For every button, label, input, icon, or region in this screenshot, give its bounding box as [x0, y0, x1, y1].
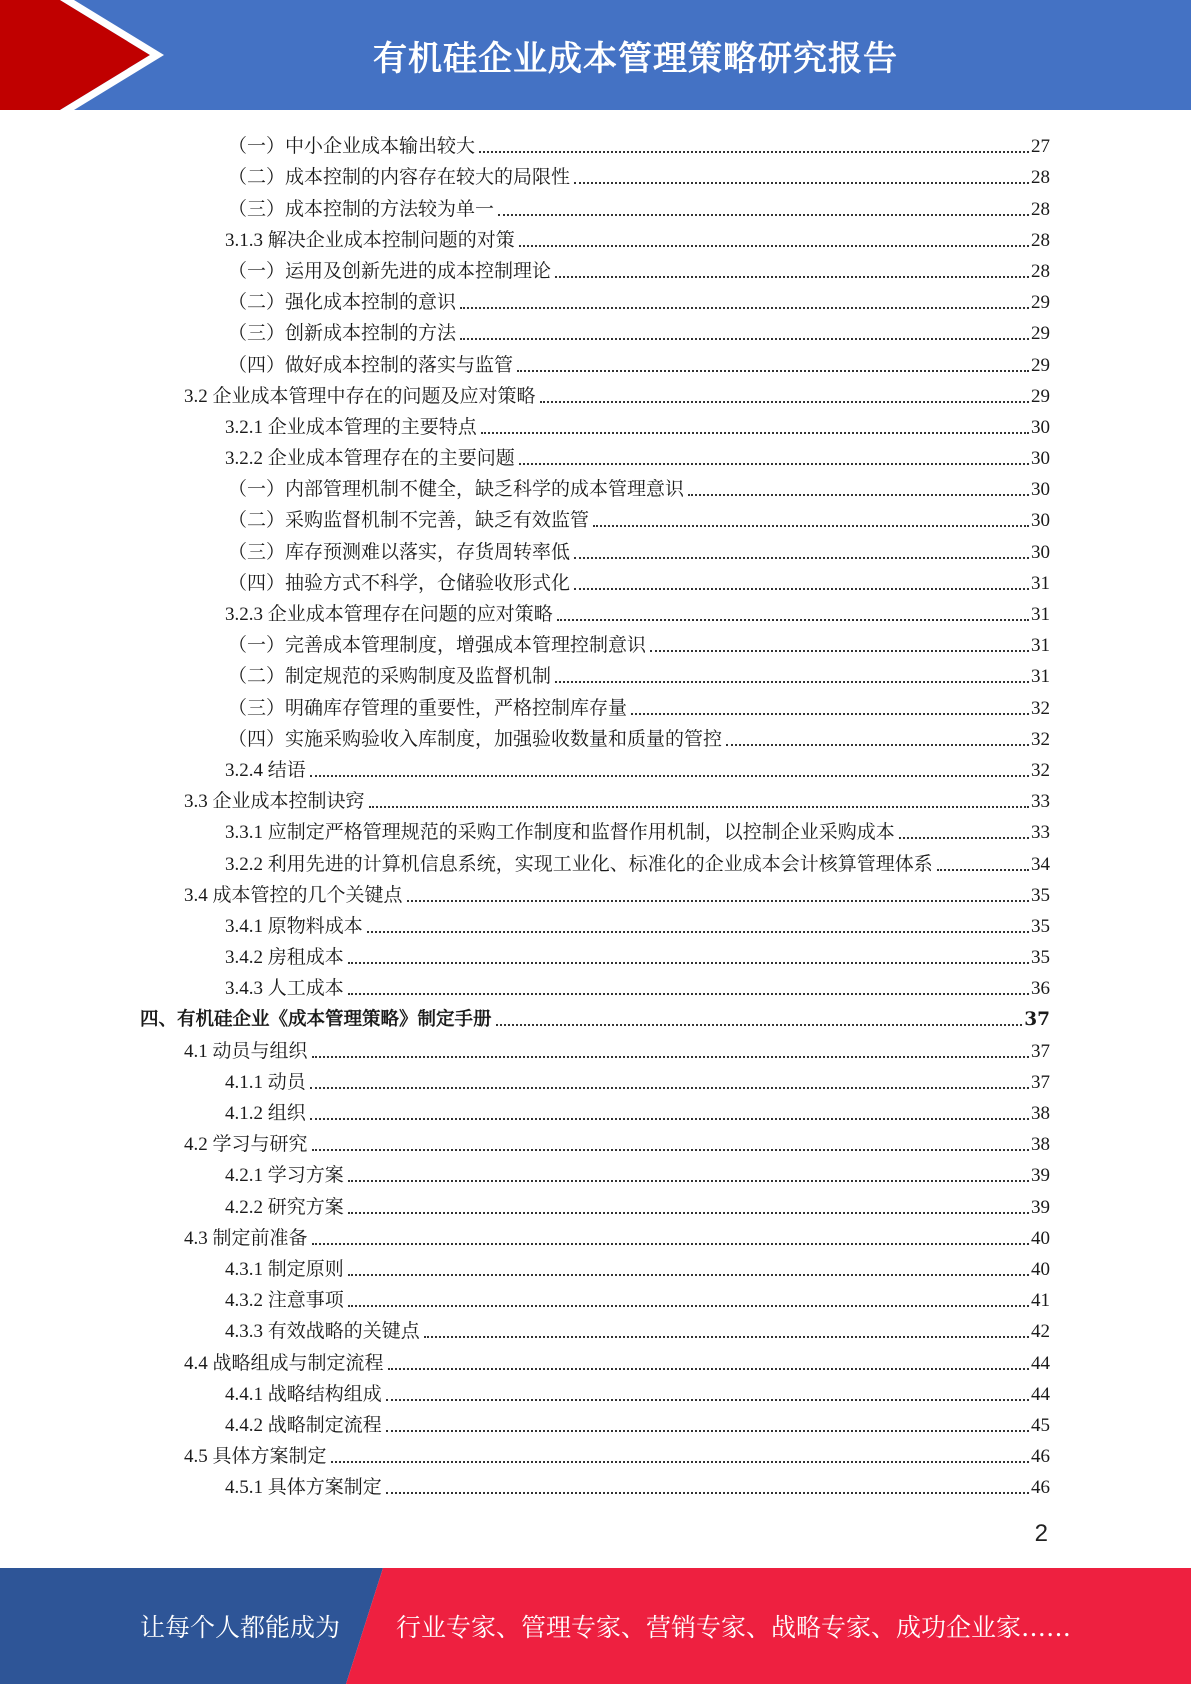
toc-dot-leader: [574, 182, 1029, 184]
toc-entry-page: 31: [1031, 635, 1050, 657]
toc-entry-label: 4.5.1 具体方案制定: [225, 1477, 382, 1499]
toc-entry[interactable]: [140, 408, 1050, 439]
toc-entry-page: 30: [1031, 448, 1050, 470]
page-footer: [0, 1568, 1191, 1684]
toc-entry-page: 28: [1031, 229, 1050, 251]
toc-dot-leader: [388, 1368, 1029, 1370]
toc-entry-label: 3.2.2 利用先进的计算机信息系统，实现工业化、标准化的企业成本会计核算管理体系: [225, 853, 933, 875]
header-arrow-decoration: [0, 0, 170, 110]
toc-dot-leader: [348, 993, 1029, 995]
toc-entry[interactable]: [140, 876, 1050, 907]
toc-entry[interactable]: [140, 1312, 1050, 1343]
document-title: 有机硅企业成本管理策略研究报告: [373, 38, 898, 79]
toc-entry[interactable]: [140, 189, 1050, 220]
toc-entry-label: （四）做好成本控制的落实与监管: [228, 354, 514, 376]
toc-dot-leader: [310, 775, 1029, 777]
toc-entry[interactable]: [140, 221, 1050, 252]
toc-entry-label: 4.4 战略组成与制定流程: [184, 1352, 384, 1374]
toc-dot-leader: [424, 1336, 1029, 1338]
toc-entry[interactable]: [140, 1125, 1050, 1156]
toc-entry[interactable]: [140, 1437, 1050, 1468]
toc-dot-leader: [574, 557, 1029, 559]
toc-dot-leader: [540, 401, 1029, 403]
toc-entry-label: （一）完善成本管理制度，增强成本管理控制意识: [228, 635, 647, 657]
toc-entry[interactable]: [140, 564, 1050, 595]
toc-entry[interactable]: [140, 1219, 1050, 1250]
toc-entry-label: 3.2.3 企业成本管理存在问题的应对策略: [225, 604, 553, 625]
toc-entry[interactable]: [140, 314, 1050, 345]
toc-entry-label: （四）实施采购验收入库制度，加强验收数量和质量的管控: [228, 728, 723, 750]
toc-entry[interactable]: [140, 720, 1050, 751]
toc-entry-label: （二）强化成本控制的意识: [228, 292, 457, 314]
toc-entry-label: 4.2.1 学习方案: [225, 1165, 344, 1187]
toc-entry[interactable]: [140, 1187, 1050, 1218]
toc-entry[interactable]: [140, 907, 1050, 938]
toc-entry[interactable]: [140, 813, 1050, 844]
toc-dot-leader: [386, 1492, 1029, 1494]
toc-dot-leader: [460, 338, 1029, 340]
toc-entry-page: 29: [1031, 385, 1050, 407]
toc-dot-leader: [726, 744, 1029, 746]
toc-entry[interactable]: [140, 657, 1050, 688]
toc-dot-leader: [688, 494, 1029, 496]
toc-entry[interactable]: [140, 345, 1050, 376]
toc-entry-label: 3.4.1 原物料成本: [225, 915, 363, 937]
toc-dot-leader: [519, 463, 1029, 465]
toc-entry-label: 4.2.2 研究方案: [225, 1196, 344, 1218]
toc-dot-leader: [498, 214, 1029, 216]
toc-entry-label: 3.4.2 房租成本: [225, 947, 344, 969]
toc-entry[interactable]: [140, 1156, 1050, 1187]
toc-entry-page: 30: [1031, 510, 1050, 532]
toc-entry-page: 29: [1031, 354, 1050, 376]
toc-dot-leader: [348, 962, 1029, 964]
toc-entry-page: 42: [1031, 1321, 1050, 1343]
toc-entry-label: 3.4.3 人工成本: [225, 978, 344, 1000]
toc-entry[interactable]: [140, 1375, 1050, 1406]
toc-dot-leader: [937, 869, 1029, 871]
toc-entry-page: 37: [1031, 1040, 1050, 1062]
toc-entry-page: 31: [1031, 604, 1050, 625]
toc-entry[interactable]: [140, 377, 1050, 408]
toc-entry-label: （二）采购监督机制不完善，缺乏有效监管: [228, 510, 590, 532]
toc-entry[interactable]: [140, 1343, 1050, 1374]
toc-dot-leader: [460, 307, 1029, 309]
toc-entry-label: 3.1.3 解决企业成本控制问题的对策: [225, 229, 515, 251]
toc-entry-label: 4.4.2 战略制定流程: [225, 1414, 382, 1436]
toc-dot-leader: [650, 650, 1029, 652]
toc-dot-leader: [479, 151, 1029, 153]
toc-dot-leader: [496, 1024, 1023, 1026]
toc-entry-page: 38: [1031, 1103, 1050, 1124]
toc-entry[interactable]: [140, 969, 1050, 1000]
toc-entry-page: 44: [1031, 1383, 1050, 1405]
toc-entry-page: 38: [1031, 1134, 1050, 1156]
toc-entry-label: （一）内部管理机制不健全，缺乏科学的成本管理意识: [228, 479, 685, 501]
toc-entry-page: 32: [1031, 759, 1050, 781]
toc-entry[interactable]: [140, 127, 1050, 158]
toc-entry-label: 4.1.1 动员: [225, 1071, 306, 1093]
toc-entry-page: 29: [1031, 323, 1050, 345]
toc-entry-page: 35: [1031, 915, 1050, 937]
toc-dot-leader: [557, 619, 1029, 621]
toc-entry-label: 3.2.2 企业成本管理存在的主要问题: [225, 448, 515, 470]
toc-entry-page: 41: [1031, 1290, 1050, 1312]
toc-entry-label: （三）成本控制的方法较为单一: [228, 198, 495, 220]
toc-entry-page: 39: [1031, 1165, 1050, 1187]
toc-entry[interactable]: [140, 844, 1050, 875]
toc-dot-leader: [348, 1305, 1029, 1307]
toc-entry[interactable]: [140, 1031, 1050, 1062]
toc-entry-label: 3.2.1 企业成本管理的主要特点: [225, 416, 477, 438]
toc-dot-leader: [369, 806, 1029, 808]
toc-entry[interactable]: [140, 1000, 1050, 1031]
toc-entry-page: 30: [1031, 479, 1050, 501]
page-number: 2: [1034, 1520, 1048, 1547]
toc-entry-page: 44: [1031, 1352, 1050, 1374]
toc-entry[interactable]: [140, 1468, 1050, 1499]
toc-entry-label: （四）抽验方式不科学，仓储验收形式化: [228, 572, 571, 594]
toc-entry[interactable]: [140, 1063, 1050, 1094]
toc-entry-label: 4.1 动员与组织: [184, 1040, 308, 1062]
toc-dot-leader: [593, 525, 1029, 527]
toc-entry-page: 35: [1031, 884, 1050, 906]
toc-entry[interactable]: [140, 782, 1050, 813]
toc-dot-leader: [555, 681, 1029, 683]
toc-entry-label: （一）运用及创新先进的成本控制理论: [228, 260, 552, 282]
toc-dot-leader: [312, 1243, 1029, 1245]
toc-entry-label: 四、有机硅企业《成本管理策略》制定手册: [140, 1009, 492, 1031]
toc-entry-label: （三）创新成本控制的方法: [228, 323, 457, 345]
toc-entry-page: 28: [1031, 260, 1050, 282]
toc-entry-page: 30: [1031, 416, 1050, 438]
toc-entry-label: 4.5 具体方案制定: [184, 1446, 327, 1468]
toc-entry[interactable]: [140, 1094, 1050, 1125]
toc-entry[interactable]: [140, 751, 1050, 782]
toc-dot-leader: [386, 1430, 1029, 1432]
page-header: [0, 0, 1191, 110]
toc-entry-page: 34: [1031, 853, 1050, 875]
toc-entry[interactable]: [140, 470, 1050, 501]
toc-entry-page: 33: [1031, 791, 1050, 813]
toc-entry-page: 46: [1031, 1477, 1050, 1499]
toc-entry[interactable]: [140, 938, 1050, 969]
toc-dot-leader: [331, 1461, 1029, 1463]
toc-entry-page: 37: [1031, 1071, 1050, 1093]
toc-entry-page: 36: [1031, 978, 1050, 1000]
toc-dot-leader: [367, 931, 1029, 933]
toc-entry-label: （三）明确库存管理的重要性，严格控制库存量: [228, 697, 628, 719]
toc-entry[interactable]: [140, 158, 1050, 189]
toc-entry-page: 29: [1031, 292, 1050, 314]
toc-entry-label: 4.3.3 有效战略的关键点: [225, 1321, 420, 1343]
footer-slogan-right: 行业专家、管理专家、营销专家、战略专家、成功企业家……: [396, 1613, 1072, 1642]
toc-entry-page: 32: [1031, 697, 1050, 719]
toc-entry-page: 28: [1031, 167, 1050, 189]
toc-entry[interactable]: [140, 1250, 1050, 1281]
toc-entry-label: 3.3 企业成本控制诀窍: [184, 791, 365, 813]
toc-entry-page: 39: [1031, 1196, 1050, 1218]
toc-entry-page: 30: [1031, 541, 1050, 563]
toc-dot-leader: [312, 1149, 1029, 1151]
toc-entry-label: 3.2 企业成本管理中存在的问题及应对策略: [184, 385, 536, 407]
table-of-contents: [140, 127, 1050, 1499]
toc-entry-page: 40: [1031, 1258, 1050, 1280]
toc-entry-page: 35: [1031, 947, 1050, 969]
toc-dot-leader: [631, 713, 1029, 715]
toc-dot-leader: [899, 837, 1029, 839]
toc-entry[interactable]: [140, 626, 1050, 657]
toc-dot-leader: [555, 276, 1029, 278]
toc-entry[interactable]: [140, 1406, 1050, 1437]
toc-dot-leader: [310, 1087, 1029, 1089]
toc-entry-page: 45: [1031, 1414, 1050, 1436]
toc-entry[interactable]: [140, 532, 1050, 563]
toc-entry-label: （三）库存预测难以落实，存货周转率低: [228, 541, 571, 563]
toc-entry-label: 3.4 成本管控的几个关键点: [184, 884, 403, 906]
toc-dot-leader: [348, 1212, 1029, 1214]
toc-entry[interactable]: [140, 501, 1050, 532]
toc-dot-leader: [517, 370, 1029, 372]
toc-dot-leader: [519, 245, 1029, 247]
toc-dot-leader: [481, 432, 1029, 434]
toc-entry-page: 31: [1031, 666, 1050, 688]
toc-entry[interactable]: [140, 595, 1050, 626]
toc-entry-page: 46: [1031, 1446, 1050, 1468]
toc-entry-label: 4.4.1 战略结构组成: [225, 1383, 382, 1405]
toc-entry[interactable]: [140, 283, 1050, 314]
toc-dot-leader: [574, 588, 1029, 590]
toc-dot-leader: [407, 900, 1029, 902]
toc-dot-leader: [348, 1274, 1029, 1276]
toc-dot-leader: [386, 1399, 1029, 1401]
toc-entry[interactable]: [140, 439, 1050, 470]
toc-entry-label: 4.1.2 组织: [225, 1103, 306, 1124]
toc-dot-leader: [310, 1118, 1029, 1120]
toc-entry-page: 40: [1031, 1227, 1050, 1249]
toc-entry-page: 27: [1031, 136, 1050, 158]
toc-entry-label: 3.3.1 应制定严格管理规范的采购工作制度和监督作用机制，以控制企业采购成本: [225, 822, 895, 844]
toc-entry-page: 28: [1031, 198, 1050, 220]
toc-entry-label: （二）成本控制的内容存在较大的局限性: [228, 167, 571, 189]
toc-entry-label: 4.3.1 制定原则: [225, 1258, 344, 1280]
toc-entry[interactable]: [140, 252, 1050, 283]
toc-entry[interactable]: [140, 1281, 1050, 1312]
toc-entry-page: 31: [1031, 572, 1050, 594]
toc-entry-label: （二）制定规范的采购制度及监督机制: [228, 666, 552, 688]
toc-entry-label: 3.2.4 结语: [225, 759, 306, 781]
toc-entry-label: 4.3.2 注意事项: [225, 1290, 344, 1312]
toc-entry-label: 4.3 制定前准备: [184, 1227, 308, 1249]
toc-entry-page: 32: [1031, 728, 1050, 750]
toc-entry-label: 4.2 学习与研究: [184, 1134, 308, 1156]
toc-entry[interactable]: [140, 688, 1050, 719]
toc-dot-leader: [312, 1056, 1029, 1058]
toc-entry-label: （一）中小企业成本输出较大: [228, 136, 476, 158]
toc-entry-page: 37: [1024, 1009, 1050, 1031]
footer-slogan-left: 让每个人都能成为: [140, 1613, 341, 1642]
toc-entry-page: 33: [1031, 822, 1050, 844]
toc-dot-leader: [348, 1180, 1029, 1182]
